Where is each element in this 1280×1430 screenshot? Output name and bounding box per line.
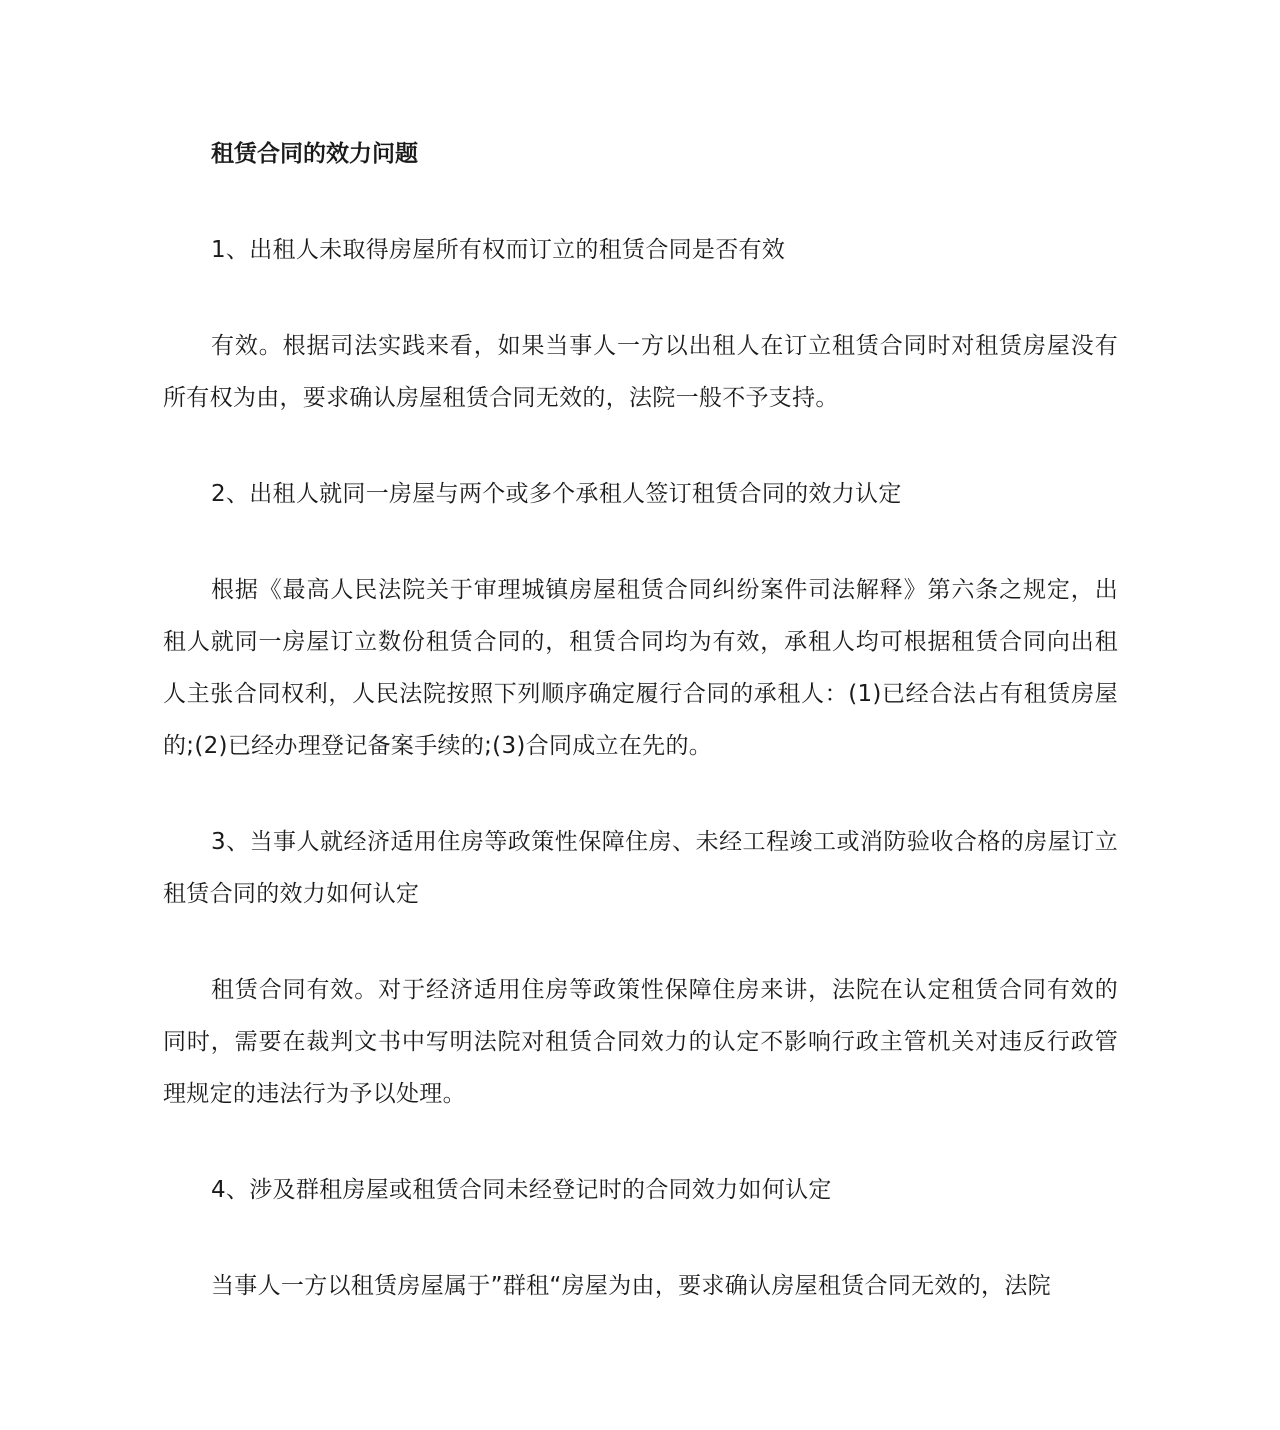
section-body-1: 有效。根据司法实践来看，如果当事人一方以出租人在订立租赁合同时对租赁房屋没有所有权为由，要求确认房屋租赁合同无效的，法院一般不予支持。: [163, 333, 1118, 411]
section-heading-4: 4、涉及群租房屋或租赁合同未经登记时的合同效力如何认定: [211, 1177, 832, 1203]
spacer: [163, 1120, 1118, 1164]
document-body: [163, 128, 1118, 1312]
section-heading-2: 2、出租人就同一房屋与两个或多个承租人签订租赁合同的效力认定: [211, 481, 902, 507]
spacer: [163, 424, 1118, 468]
spacer: [163, 1216, 1118, 1260]
spacer: [163, 276, 1118, 320]
section-heading-3: 3、当事人就经济适用住房等政策性保障住房、未经工程竣工或消防验收合格的房屋订立租赁合同的效力如何认定: [163, 829, 1118, 907]
document-title: 租赁合同的效力问题: [211, 141, 418, 167]
spacer: [163, 772, 1118, 816]
section-body-4: 当事人一方以租赁房屋属于”群租“房屋为由，要求确认房屋租赁合同无效的，法院: [211, 1273, 1051, 1299]
section-body-3: 租赁合同有效。对于经济适用住房等政策性保障住房来讲，法院在认定租赁合同有效的同时，需要在裁判文书中写明法院对租赁合同效力的认定不影响行政主管机关对违反行政管理规定的违法行为予以处理。: [163, 977, 1118, 1107]
section-heading-1: 1、出租人未取得房屋所有权而订立的租赁合同是否有效: [211, 237, 786, 263]
spacer: [163, 180, 1118, 224]
section-body-2: 根据《最高人民法院关于审理城镇房屋租赁合同纠纷案件司法解释》第六条之规定，出租人就同一房屋订立数份租赁合同的，租赁合同均为有效，承租人均可根据租赁合同向出租人主张合同权利，人民法院按照下列顺序确定履行合同的承租人：(1)已经合法占有租赁房屋的;(2)已经办理登记备案手续的;(3)合同成立在先的。: [163, 577, 1118, 759]
spacer: [163, 920, 1118, 964]
spacer: [163, 520, 1118, 564]
